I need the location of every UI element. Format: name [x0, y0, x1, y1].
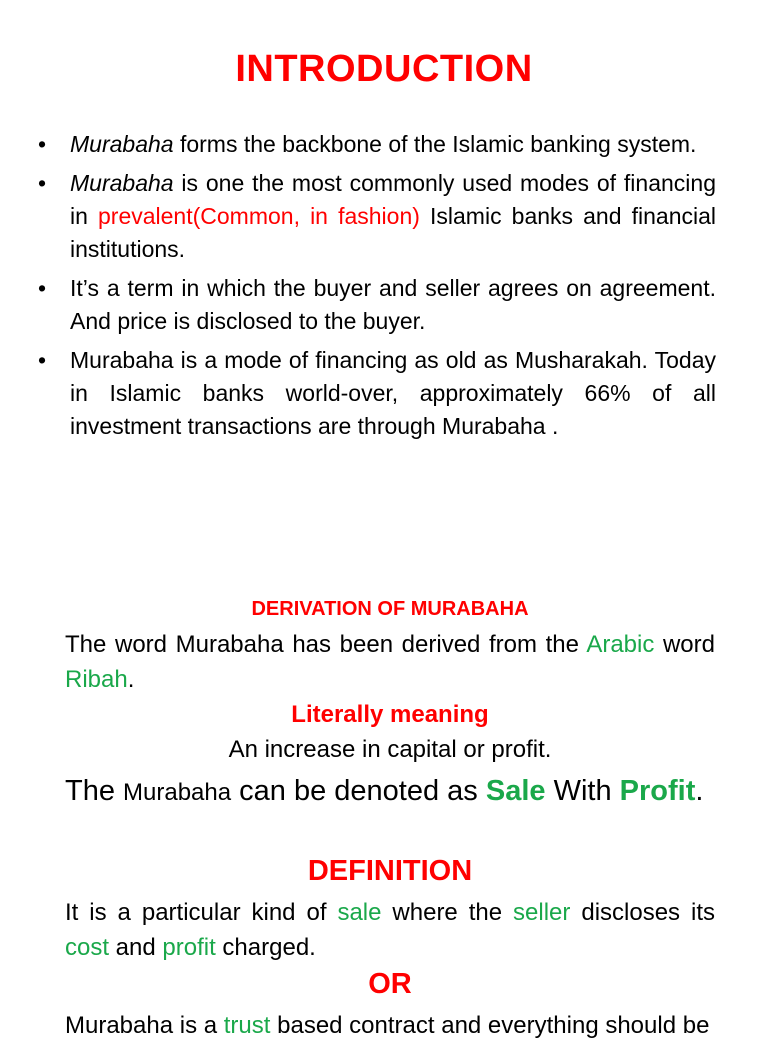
denoted-text-part: can be denoted as	[231, 775, 486, 807]
sale-term: Sale	[485, 775, 546, 807]
intro-bullet-list	[38, 128, 716, 449]
definition-text-part: discloses its	[570, 899, 716, 926]
profit-term: Profit	[619, 775, 696, 807]
derivation-text-part: The word Murabaha has been derived from the	[65, 631, 587, 658]
bullet-marker: •	[38, 131, 47, 157]
cost-word: cost	[65, 934, 110, 961]
derivation-text-part: word	[654, 631, 715, 658]
or-heading: OR	[368, 968, 412, 1000]
bullet-item-4	[38, 344, 716, 443]
definition-text-part: and	[109, 934, 163, 961]
murabaha-term: Murabaha	[70, 170, 174, 196]
trust-text	[65, 1008, 715, 1043]
definition-text-part: It is a particular kind of	[65, 899, 338, 926]
trust-text-part: based contract and everything should be	[270, 1012, 710, 1039]
bullet-item-2	[38, 167, 716, 266]
arabic-word: Arabic	[586, 631, 655, 658]
trust-text-part: Murabaha is a	[65, 1012, 224, 1039]
bullet-item-3	[38, 272, 716, 338]
bullet-text: Islamic banks and financial institutions.	[70, 203, 716, 262]
definition-text-part: charged.	[215, 934, 316, 961]
denoted-text-part: The	[65, 775, 124, 807]
sale-word: sale	[337, 899, 382, 926]
murabaha-term: Murabaha	[123, 779, 232, 806]
profit-word: profit	[162, 934, 216, 961]
derivation-text-part: .	[127, 666, 135, 693]
derivation-heading: DERIVATION OF MURABAHA	[251, 598, 529, 620]
bullet-text: is one the most commonly used modes of financing in	[70, 170, 716, 229]
bullet-marker: •	[38, 347, 47, 373]
bullet-text: It’s a term in which the buyer and seller agrees on agreement. And price is disclosed to the buyer.	[70, 275, 716, 334]
bullet-text: forms the backbone of the Islamic banking system.	[173, 131, 697, 157]
trust-word: trust	[223, 1012, 271, 1039]
definition-text-part: where the	[381, 899, 514, 926]
bullet-marker: •	[38, 170, 47, 196]
ribah-word: Ribah	[65, 666, 128, 693]
prevalent-highlight: prevalent(Common, in fashion)	[98, 203, 420, 229]
definition-heading: DEFINITION	[307, 855, 473, 887]
denoted-text-part: .	[695, 775, 704, 807]
denoted-text-part: With	[545, 775, 620, 807]
seller-word: seller	[513, 899, 571, 926]
definition-text	[65, 895, 715, 965]
murabaha-term: Murabaha	[70, 131, 174, 157]
literal-heading: Literally meaning	[291, 701, 489, 728]
denoted-text	[65, 772, 715, 812]
bullet-item-1	[38, 128, 716, 161]
bullet-marker: •	[38, 275, 47, 301]
derivation-text	[65, 627, 715, 697]
page-title: INTRODUCTION	[235, 48, 533, 90]
literal-text: An increase in capital or profit.	[228, 736, 552, 763]
bullet-text: Murabaha is a mode of financing as old as Musharakah. Today in Islamic banks world-over, approximately 66% of all investment transactions are through Murabaha .	[70, 347, 716, 439]
